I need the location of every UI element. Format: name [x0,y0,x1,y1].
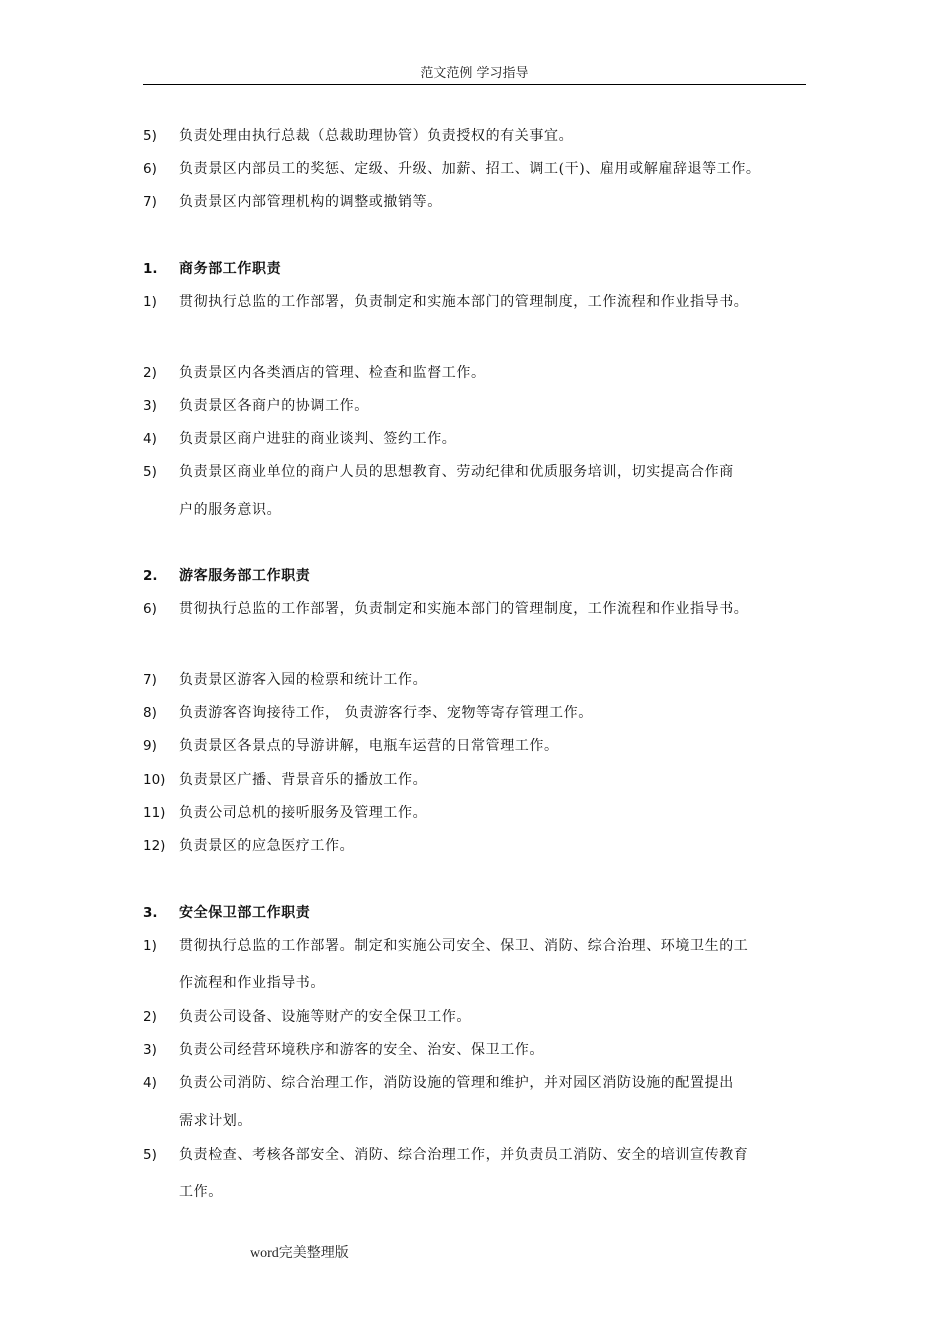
item-text: 负责游客咨询接待工作， 负责游客行李、宠物等寄存管理工作。 [179,705,593,721]
item-text: 贯彻执行总监的工作部署，负责制定和实施本部门的管理制度，工作流程和作业指导书。 [179,294,749,310]
item-number: 5) [143,1147,157,1163]
item-text: 负责景区广播、背景音乐的播放工作。 [179,772,428,788]
section-number: 2. [143,568,158,584]
item-number: 4) [143,431,157,447]
item-text: 负责公司经营环境秩序和游客的安全、治安、保卫工作。 [179,1042,544,1058]
item-text: 负责景区内部管理机构的调整或撤销等。 [179,194,442,210]
item-number: 12) [143,838,166,854]
item-number: 2) [143,1009,157,1025]
page-footer: word完美整理版 [250,1246,349,1261]
section-title: 商务部工作职责 [179,261,282,277]
item-number: 1) [143,294,157,310]
item-text-continuation: 户的服务意识。 [179,502,282,518]
item-text: 负责景区内各类酒店的管理、检查和监督工作。 [179,365,486,381]
item-number: 5) [143,464,157,480]
section-title: 游客服务部工作职责 [179,568,311,584]
item-number: 4) [143,1075,157,1091]
item-text: 负责景区各景点的导游讲解，电瓶车运营的日常管理工作。 [179,738,559,754]
item-text: 贯彻执行总监的工作部署，负责制定和实施本部门的管理制度，工作流程和作业指导书。 [179,601,749,617]
item-number: 6) [143,161,157,177]
item-text: 负责景区游客入园的检票和统计工作。 [179,672,428,688]
item-text: 负责景区商业单位的商户人员的思想教育、劳动纪律和优质服务培训，切实提高合作商 [179,464,734,480]
item-text: 负责景区商户进驻的商业谈判、签约工作。 [179,431,457,447]
item-text: 负责景区内部员工的奖惩、定级、升级、加薪、招工、调工(干)、雇用或解雇辞退等工作。 [179,161,761,177]
item-number: 1) [143,938,157,954]
item-text-continuation: 需求计划。 [179,1113,252,1129]
item-text: 负责公司消防、综合治理工作，消防设施的管理和维护，并对园区消防设施的配置提出 [179,1075,734,1091]
item-number: 9) [143,738,157,754]
item-number: 2) [143,365,157,381]
item-text: 负责公司总机的接听服务及管理工作。 [179,805,428,821]
item-text: 负责景区的应急医疗工作。 [179,838,355,854]
item-number: 6) [143,601,157,617]
item-text: 负责检查、考核各部安全、消防、综合治理工作，并负责员工消防、安全的培训宣传教育 [179,1147,749,1163]
item-text: 负责处理由执行总裁（总裁助理协管）负责授权的有关事宜。 [179,128,574,144]
page-header: 范文范例 学习指导 [143,64,806,85]
item-text: 负责景区各商户的协调工作。 [179,398,369,414]
item-number: 10) [143,772,166,788]
item-text-continuation: 工作。 [179,1184,223,1200]
item-number: 8) [143,705,157,721]
item-text: 负责公司设备、设施等财产的安全保卫工作。 [179,1009,471,1025]
section-title: 安全保卫部工作职责 [179,905,311,921]
item-number: 11) [143,805,166,821]
item-text: 贯彻执行总监的工作部署。制定和实施公司安全、保卫、消防、综合治理、环境卫生的工 [179,938,749,954]
item-number: 3) [143,1042,157,1058]
item-text-continuation: 作流程和作业指导书。 [179,975,325,991]
item-number: 7) [143,194,157,210]
item-number: 7) [143,672,157,688]
item-number: 5) [143,128,157,144]
section-number: 1. [143,261,158,277]
item-number: 3) [143,398,157,414]
section-number: 3. [143,905,158,921]
